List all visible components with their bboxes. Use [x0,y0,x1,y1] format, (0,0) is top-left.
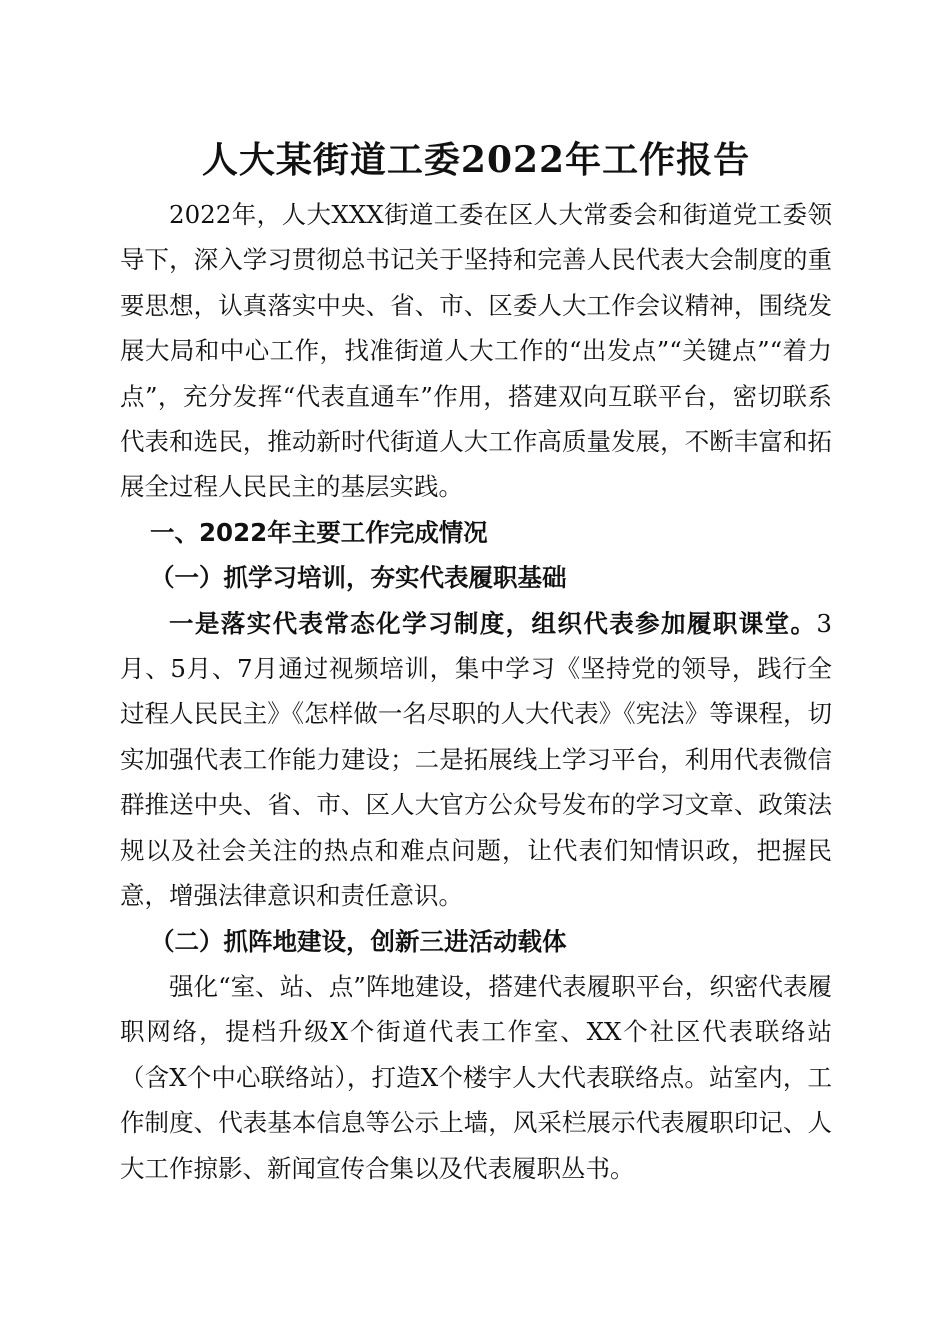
subsection-1-body-text: 3月、5月、7月通过视频培训，集中学习《坚持党的领导，践行全过程人民民主》《怎样做一名尽职的人大代表》《宪法》等课程，切实加强代表工作能力建设；二是拓展线上学习平台，利用代表微信群推送中央、省、市、区人大官方公众号发布的学习文章、政策法规以及社会关注的热点和难点问题，让代表们知情识政，把握民意，增强法律意识和责任意识。 [120,608,832,911]
subsection-1-lead-sentence: 一是落实代表常态化学习制度，组织代表参加履职课堂。 [169,608,817,638]
subsection-heading-1: （一）抓学习培训，夯实代表履职基础 [150,563,567,593]
subsection-heading-2: （二）抓阵地建设，创新三进活动载体 [150,926,567,956]
subsection-1-paragraph [120,601,832,919]
section-heading-1: 一、2022年主要工作完成情况 [150,517,488,547]
document-title: 人大某街道工委2022年工作报告 [201,139,751,181]
document-page [120,128,832,1191]
subsection-2-paragraph: 强化“室、站、点”阵地建设，搭建代表履职平台，织密代表履职网络，提档升级X个街道代表工作室、XX个社区代表联络站（含X个中心联络站），打造X个楼宇人大代表联络点。站室内，工作制度、代表基本信息等公示上墙，风采栏展示代表履职印记、人大工作掠影、新闻宣传合集以及代表履职丛书。 [120,971,832,1183]
intro-paragraph: 2022年，人大XXX街道工委在区人大常委会和街道党工委领导下，深入学习贯彻总书记关于坚持和完善人民代表大会制度的重要思想，认真落实中央、省、市、区委人大工作会议精神，围绕发展大局和中心工作，找准街道人大工作的“出发点”“关键点”“着力点”，充分发挥“代表直通车”作用，搭建双向互联平台，密切联系代表和选民，推动新时代街道人大工作高质量发展，不断丰富和拓展全过程人民民主的基层实践。 [120,200,832,502]
